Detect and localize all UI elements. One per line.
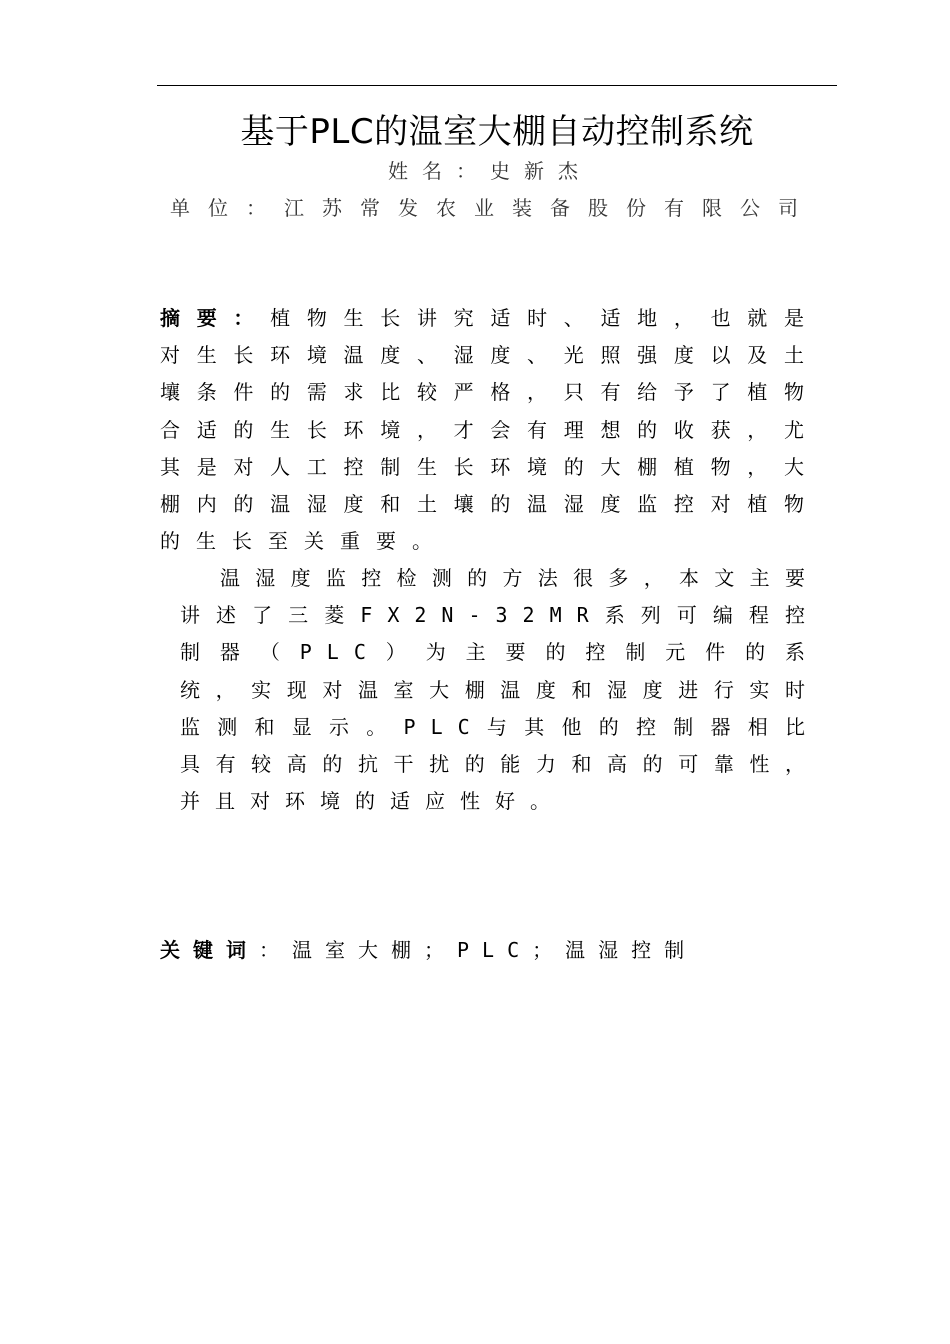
author-line: 姓名：史新杰 [388, 159, 592, 183]
header-rule [157, 85, 837, 86]
abstract-paragraph-1 [160, 300, 820, 560]
keywords-text: ：温室大棚；PLC；温湿控制 [259, 938, 698, 962]
abstract-paragraph-2: 温湿度监控检测的方法很多，本文主要讲述了三菱FX2N-32MR系列可编程控制器（PLC）为主要的控制元件的系统，实现对温室大棚温度和湿度进行实时监测和显示。PLC与其他的控制器相比具有较高的抗干扰的能力和高的可靠性，并且对环境的适应性好。 [180, 566, 820, 814]
abstract-text-1: 植物生长讲究适时、适地，也就是对生长环境温度、湿度、光照强度以及土壤条件的需求比较严格，只有给予了植物合适的生长环境，才会有理想的收获，尤其是对人工控制生长环境的大棚植物，大棚内的温湿度和土壤的温湿度监控对植物的生长至关重要。 [160, 306, 821, 554]
keywords-line [160, 932, 820, 969]
affiliation-line: 单位：江苏常发农业装备股份有限公司 [170, 196, 816, 220]
abstract-label: 摘要： [160, 306, 271, 330]
paper-title: 基于PLC的温室大棚自动控制系统 [240, 112, 754, 152]
keywords-label: 关键词 [160, 938, 259, 962]
